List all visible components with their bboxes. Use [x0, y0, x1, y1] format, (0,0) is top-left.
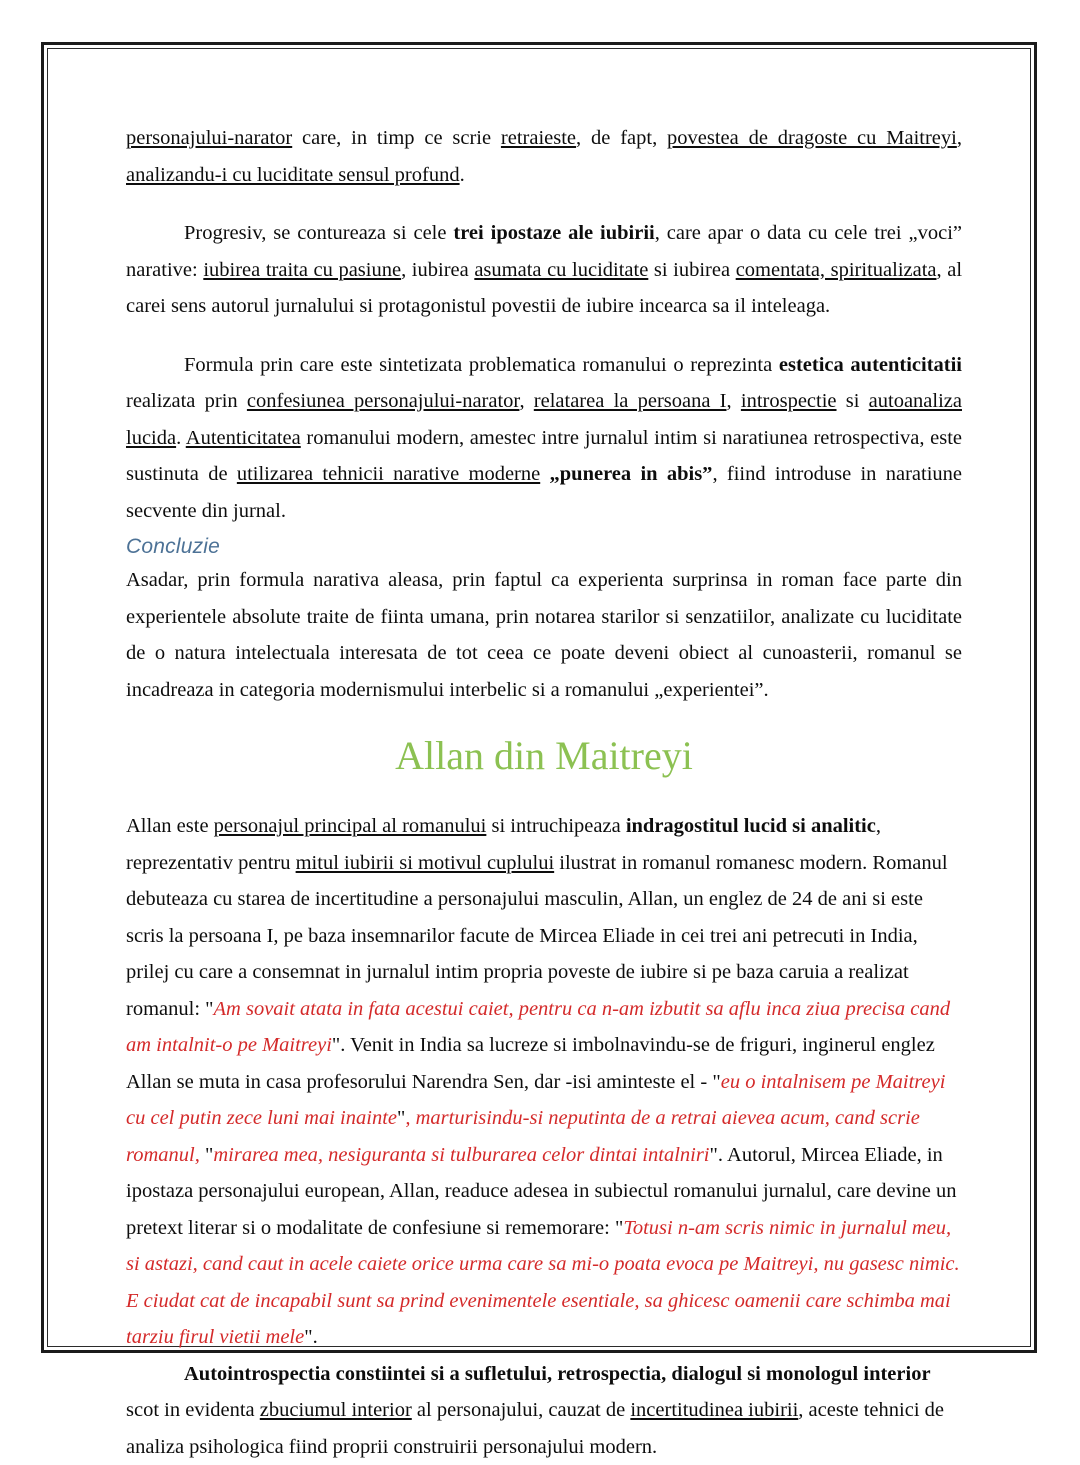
- text-run: , fiind introduse in naratiune secvente din jurnal.: [126, 463, 962, 522]
- underlined-phrase: Autenticitatea: [186, 427, 301, 449]
- bold-phrase: estetica autenticitatii: [779, 354, 962, 376]
- text-run: Progresiv, se contureaza si cele: [184, 222, 453, 244]
- quotation-text: , marturisindu-si neputinta de a retrai aievea acum, cand scrie romanul,: [126, 1107, 920, 1166]
- text-run: ilustrat in romanul romanesc modern. Romanul debuteaza cu starea de incertitudine a personajului masculin, Allan, un englez de 24 de ani si este scris la persoana I, pe baza insemnarilor facute de Mircea Eliade in cei trei ani petrecuti in India, prilej cu care a consemnat in jurnalul intim propria poveste de iubire si pe baza caruia a realizat romanul:: [126, 852, 948, 1020]
- paragraph-autointrospectia: [126, 1356, 962, 1465]
- heading-concluzie: Concluzie: [126, 533, 962, 561]
- underlined-phrase: utilizarea tehnicii narative moderne: [237, 463, 540, 485]
- quotation-text: mirarea mea, nesiguranta si tulburarea celor dintai intalniri: [213, 1144, 709, 1166]
- text-run: si intruchipeaza: [486, 815, 625, 837]
- quote-mark-open: ": [205, 1144, 213, 1166]
- text-run: [540, 463, 549, 485]
- underlined-phrase: personajului-narator: [126, 127, 292, 149]
- underlined-phrase: iubirea traita cu pasiune: [203, 259, 401, 281]
- text-run: si: [837, 390, 869, 412]
- quote-mark-close: ": [332, 1034, 340, 1056]
- quote-mark-close: ": [304, 1326, 312, 1348]
- paragraph-allan-description: [126, 808, 962, 1356]
- paragraph-concluzie-body: Asadar, prin formula narativa aleasa, prin faptul ca experienta surprinsa in roman face parte din experientele absolute traite de fiinta umana, prin notarea starilor si senzatiilor, analizate cu luciditate de o natura intelectuala interesata de tot ceea ce poate deveni obiect al cunoasterii, romanul se incadreaza in categoria modernismului interbelic si a romanului „experientei”.: [126, 562, 962, 708]
- quote-mark-close: ": [397, 1107, 405, 1129]
- text-run: , iubirea: [401, 259, 474, 281]
- bold-phrase: Autointrospectia constiintei si a sufletului, retrospectia, dialogul si monologul interior: [184, 1363, 931, 1385]
- text-run: Allan este: [126, 815, 214, 837]
- text-run: , reprezentativ pentru: [126, 815, 881, 874]
- underlined-phrase: confesiunea personajului-narator: [247, 390, 520, 412]
- paragraph-estetica-autenticitatii: [126, 347, 962, 530]
- underlined-phrase: zbuciumul interior: [260, 1399, 412, 1421]
- text-run: si iubirea: [648, 259, 735, 281]
- quote-mark-close: ": [710, 1144, 718, 1166]
- underlined-phrase: personajul principal al romanului: [214, 815, 487, 837]
- text-run: , aceste tehnici de analiza psihologica fiind proprii construirii personajului modern.: [126, 1399, 944, 1458]
- text-run: ,: [727, 390, 741, 412]
- text-run: care, in timp ce scrie: [292, 127, 501, 149]
- document-body: [126, 120, 962, 1465]
- text-run: romanului modern, amestec intre jurnalul intim si naratiunea retrospectiva, este sustinuta de: [126, 427, 962, 486]
- text-run: . Venit in India sa lucreze si imbolnavindu-se de friguri, inginerul englez Allan se muta in casa profesorului Narendra Sen, dar -isi aminteste el -: [126, 1034, 935, 1093]
- text-run: .: [313, 1326, 318, 1348]
- text-run: Formula prin care este sintetizata problematica romanului o reprezinta: [184, 354, 779, 376]
- text-run: .: [176, 427, 186, 449]
- bold-phrase: „punerea in abis”: [550, 463, 713, 485]
- quotation-text: Am sovait atata in fata acestui caiet, pentru ca n-am izbutit sa aflu inca ziua precisa cand am intalnit-o pe Maitreyi: [126, 998, 950, 1057]
- text-run: , al carei sens autorul jurnalului si protagonistul povestii de iubire incearca sa il inteleaga.: [126, 259, 962, 318]
- underlined-phrase: analizandu-i cu luciditate sensul profund: [126, 164, 460, 186]
- underlined-phrase: comentata, spiritualizata: [736, 259, 937, 281]
- underlined-phrase: asumata cu luciditate: [474, 259, 648, 281]
- section-title-allan-din-maitreyi: Allan din Maitreyi: [126, 730, 962, 782]
- underlined-phrase: relatarea la persoana I: [534, 390, 727, 412]
- paragraph-trei-ipostaze: [126, 215, 962, 325]
- text-run: . Autorul, Mircea Eliade, in ipostaza personajului european, Allan, readuce adesea in subiectul romanului jurnalul, care devine un pretext literar si o modalitate de confesiune si rememorare:: [126, 1144, 957, 1239]
- text-run: , care apar o data cu cele trei „voci” narative:: [126, 222, 962, 281]
- underlined-phrase: introspectie: [741, 390, 837, 412]
- text-run: realizata prin: [126, 390, 247, 412]
- text-run: ,: [519, 390, 533, 412]
- paragraph-continuation: [126, 120, 962, 193]
- bold-phrase: indragostitul lucid si analitic: [626, 815, 876, 837]
- quote-mark-open: ": [615, 1217, 623, 1239]
- text-run: .: [460, 164, 465, 186]
- underlined-phrase: autoanaliza lucida: [126, 390, 962, 449]
- quote-mark-open: ": [712, 1071, 720, 1093]
- underlined-phrase: mitul iubirii si motivul cuplului: [296, 852, 555, 874]
- underlined-phrase: retraieste: [501, 127, 576, 149]
- underlined-phrase: povestea de dragoste cu Maitreyi: [667, 127, 957, 149]
- quotation-text: Totusi n-am scris nimic in jurnalul meu, si astazi, cand caut in acele caiete orice urma care sa mi-o poata evoca pe Maitreyi, nu gasesc nimic. E ciudat cat de incapabil sunt sa prind evenimentele esentiale, sa ghicesc oamenii care schimba mai tarziu firul vietii mele: [126, 1217, 960, 1349]
- text-run: scot in evidenta: [126, 1399, 260, 1421]
- text-run: , de fapt,: [576, 127, 667, 149]
- underlined-phrase: incertitudinea iubirii: [630, 1399, 798, 1421]
- quotation-text: eu o intalnisem pe Maitreyi cu cel putin zece luni mai inainte: [126, 1071, 945, 1130]
- bold-phrase: trei ipostaze ale iubirii: [453, 222, 654, 244]
- text-run: ,: [957, 127, 962, 149]
- quote-mark-open: ": [205, 998, 213, 1020]
- text-run: al personajului, cauzat de: [412, 1399, 631, 1421]
